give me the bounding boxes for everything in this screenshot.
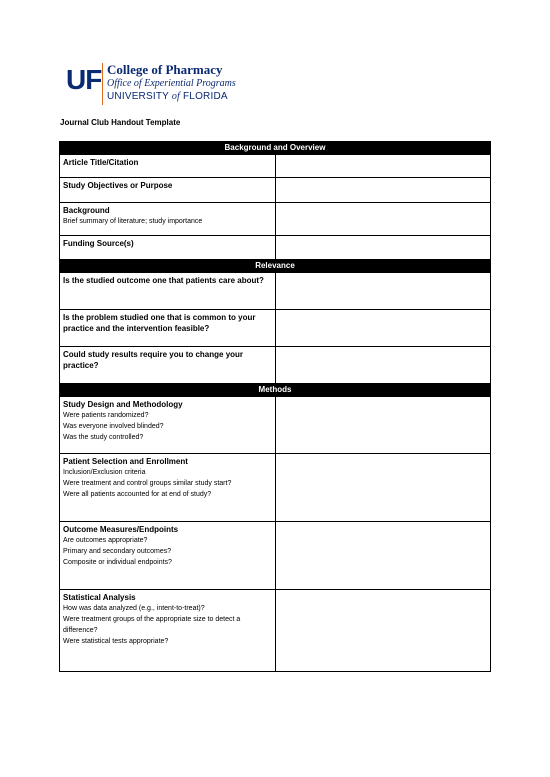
row-label-cell: Article Title/Citation <box>60 155 276 178</box>
article-title-answer-field[interactable] <box>275 155 491 178</box>
practice-problem-answer-field[interactable] <box>275 310 491 347</box>
document-title: Journal Club Handout Template <box>60 118 181 127</box>
form-row-article-title <box>60 155 491 178</box>
section-header-relevance <box>60 260 491 273</box>
statistical-analysis-answer-field[interactable] <box>275 590 491 672</box>
patient-outcome-answer-field[interactable] <box>275 273 491 310</box>
row-label-cell: Study Objectives or Purpose <box>60 178 276 203</box>
form-row-study-objectives <box>60 178 491 203</box>
row-label-cell: Study Design and Methodology Were patients randomized? Was everyone involved blinded? Was the study controlled? <box>60 397 276 454</box>
row-label-cell: Patient Selection and Enrollment Inclusion/Exclusion criteria Were treatment and control groups similar study start? Were all patients accounted for at end of study? <box>60 454 276 522</box>
form-row-practice-problem <box>60 310 491 347</box>
patient-selection-answer-field[interactable] <box>275 454 491 522</box>
row-label-cell: Statistical Analysis How was data analyzed (e.g., intent-to-treat)? Were treatment groups of the appropriate size to detect a difference? Were statistical tests appropriate? <box>60 590 276 672</box>
study-objectives-answer-field[interactable] <box>275 178 491 203</box>
form-row-background <box>60 203 491 236</box>
form-row-funding-source <box>60 236 491 260</box>
form-row-patient-outcome <box>60 273 491 310</box>
logo-university-name: UNIVERSITY of FLORIDA <box>107 91 228 102</box>
form-row-change-practice <box>60 347 491 384</box>
outcome-measures-answer-field[interactable] <box>275 522 491 590</box>
uf-logo-mark: UF <box>66 64 102 95</box>
row-label-cell: Outcome Measures/Endpoints Are outcomes appropriate? Primary and secondary outcomes? Composite or individual endpoints? <box>60 522 276 590</box>
row-label-cell: Could study results require you to change your practice? <box>60 347 276 384</box>
row-label-cell: Is the problem studied one that is common to your practice and the intervention feasible? <box>60 310 276 347</box>
form-row-study-design <box>60 397 491 454</box>
section-title: Relevance <box>60 260 491 273</box>
form-row-statistical-analysis <box>60 590 491 672</box>
study-design-answer-field[interactable] <box>275 397 491 454</box>
section-title: Background and Overview <box>60 142 491 155</box>
funding-source-answer-field[interactable] <box>275 236 491 260</box>
journal-club-form-table <box>59 141 491 672</box>
logo-divider <box>102 63 103 105</box>
row-label-cell: Background Brief summary of literature; study importance <box>60 203 276 236</box>
form-row-patient-selection <box>60 454 491 522</box>
row-label-cell: Is the studied outcome one that patients care about? <box>60 273 276 310</box>
form-row-outcome-measures <box>60 522 491 590</box>
section-header-methods <box>60 384 491 397</box>
logo-office-name: Office of Experiential Programs <box>107 78 236 89</box>
logo-college-name: College of Pharmacy <box>107 62 223 77</box>
change-practice-answer-field[interactable] <box>275 347 491 384</box>
background-answer-field[interactable] <box>275 203 491 236</box>
section-header-background <box>60 142 491 155</box>
row-label-cell: Funding Source(s) <box>60 236 276 260</box>
section-title: Methods <box>60 384 491 397</box>
